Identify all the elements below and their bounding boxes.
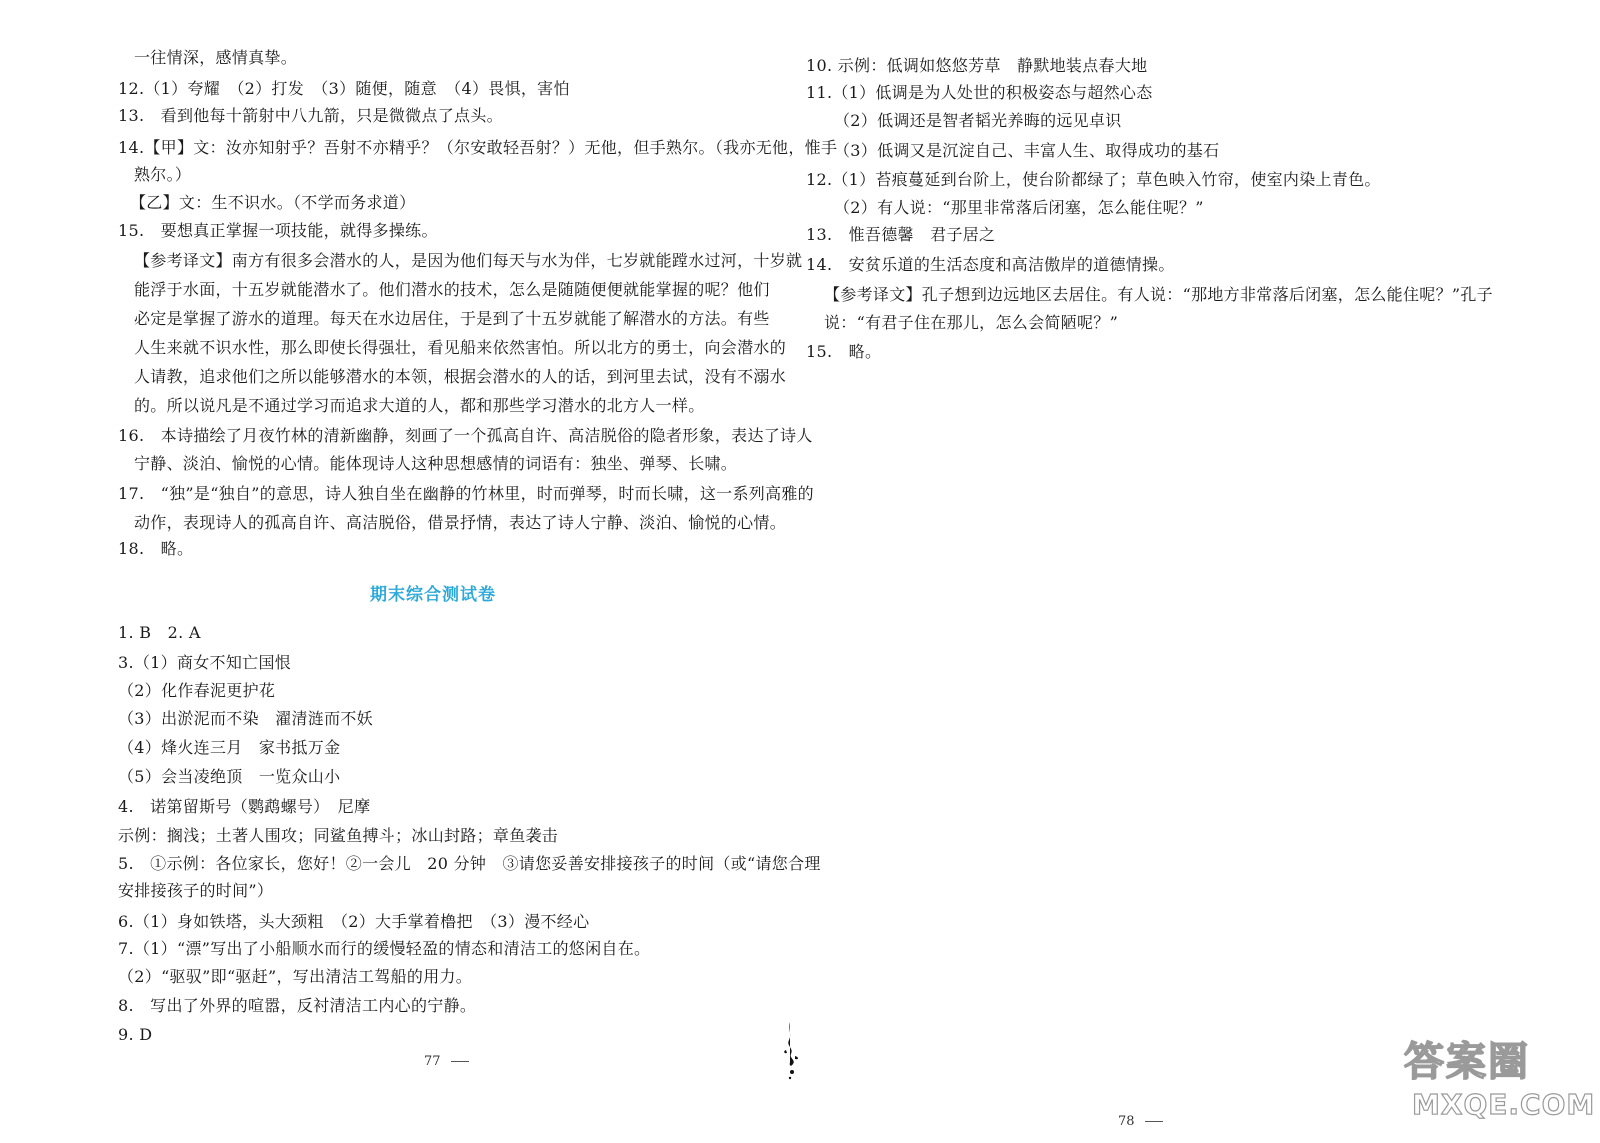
watermark-url: MXQE.COM — [1412, 1088, 1596, 1121]
answer-line: 13. 看到他每十箭射中八九箭，只是微微点了点头。 — [118, 106, 503, 125]
page-number: 78 — [1118, 1114, 1163, 1129]
answer-line: 18. 略。 — [118, 539, 194, 558]
watermark-title: 答案圈 — [1404, 1039, 1530, 1085]
answer-line: 宁静、淡泊、愉悦的心情。能体现诗人这种思想感情的词语有：独坐、弹琴、长啸。 — [134, 454, 738, 473]
answer-line: 3.（1）商女不知亡国恨 — [118, 653, 292, 672]
right-page — [800, 0, 1600, 1143]
answer-line: 一往情深，感情真挚。 — [134, 48, 298, 67]
answer-line: 15. 略。 — [806, 342, 882, 361]
translation-line: 【参考译文】南方有很多会潜水的人，是因为他们每天与水为伴，七岁就能蹚水过河，十岁就 — [134, 251, 803, 270]
answer-line: 8. 写出了外界的喧嚣，反衬清洁工内心的宁静。 — [118, 996, 477, 1015]
answer-line: 15. 要想真正掌握一项技能，就得多操练。 — [118, 221, 438, 240]
answer-line: 5. ①示例：各位家长，您好！②一会儿 20 分钟 ③请您妥善安排接孩子的时间（或“请您合理 — [118, 854, 821, 873]
answer-line: 【乙】文：生不识水。（不学而务求道） — [130, 193, 416, 212]
answer-line: 11.（1）低调是为人处世的积极姿态与超然心态 — [806, 83, 1153, 102]
answer-line: 10. 示例：低调如悠悠芳草 静默地装点春大地 — [806, 56, 1148, 75]
answer-line: （2）有人说：“那里非常落后闭塞，怎么能住呢？” — [834, 198, 1204, 217]
translation-line: 必定是掌握了游水的道理。每天在水边居住，于是到了十五岁就能了解潜水的方法。有些 — [134, 309, 770, 328]
answer-line: 6.（1）身如铁塔，头大颈粗 （2）大手掌着橹把 （3）漫不经心 — [118, 912, 590, 931]
translation-line: 的。所以说凡是不通过学习而追求大道的人，都和那些学习潜水的北方人一样。 — [134, 396, 705, 415]
answer-line: 12.（1）夸耀 （2）打发 （3）随便，随意 （4）畏惧，害怕 — [118, 79, 570, 98]
answer-line: 动作，表现诗人的孤高自许、高洁脱俗，借景抒情，表达了诗人宁静、淡泊、愉悦的心情。 — [134, 513, 787, 532]
translation-line: 【参考译文】孔子想到边远地区去居住。有人说：“那地方非常落后闭塞，怎么能住呢？”孔子 — [824, 285, 1493, 304]
page-number: 77 — [424, 1054, 469, 1069]
answer-line: （2）低调还是智者韬光养晦的远见卓识 — [834, 111, 1122, 130]
translation-line: 人生来就不识水性，那么即使长得强壮，看见船来依然害怕。所以北方的勇士，向会潜水的 — [134, 338, 787, 357]
answer-line: 9. D — [118, 1025, 153, 1044]
answer-line: （3）出淤泥而不染 濯清涟而不妖 — [118, 709, 373, 728]
answer-line: （5）会当凌绝顶 一览众山小 — [118, 767, 341, 786]
answer-line: 14. 安贫乐道的生活态度和高洁傲岸的道德情操。 — [806, 255, 1175, 274]
translation-line: 说：“有君子住在那儿，怎么会简陋呢？” — [824, 313, 1119, 332]
answer-line: （2）“驱驭”即“驱赶”，写出清洁工驾船的用力。 — [118, 967, 473, 986]
answer-line: 7.（1）“漂”写出了小船顺水而行的缓慢轻盈的情态和清洁工的悠闲自在。 — [118, 939, 651, 958]
answer-line: 4. 诺第留斯号（鹦鹉螺号） 尼摩 — [118, 797, 371, 816]
answer-line: 12.（1）苔痕蔓延到台阶上，使台阶都绿了；草色映入竹帘，使室内染上青色。 — [806, 170, 1381, 189]
translation-line: 人请教，追求他们之所以能够潜水的本领，根据会潜水的人的话，到河里去试，没有不溺水 — [134, 367, 787, 386]
answer-line: 1. B 2. A — [118, 623, 201, 642]
section-title: 期末综合测试卷 — [370, 585, 496, 605]
answer-line: （3）低调又是沉淀自己、丰富人生、取得成功的基石 — [834, 141, 1220, 160]
answer-line: 13. 惟吾德馨 君子居之 — [806, 225, 996, 244]
watermark-logo — [1404, 1030, 1594, 1135]
answer-line: 16. 本诗描绘了月夜竹林的清新幽静，刻画了一个孤高自许、高洁脱俗的隐者形象，表达了诗人 — [118, 426, 813, 445]
answer-line: 示例：搁浅；土著人围攻；同鲨鱼搏斗；冰山封路；章鱼袭击 — [118, 826, 559, 845]
answer-line: 熟尔。） — [134, 165, 192, 184]
answer-line: （2）化作春泥更护花 — [118, 681, 276, 700]
answer-line: 14.【甲】文：汝亦知射乎？吾射不亦精乎？（尔安敢轻吾射？）无他，但手熟尔。（我亦无他，惟手 — [118, 138, 838, 157]
translation-line: 能浮于水面，十五岁就能潜水了。他们潜水的技术，怎么是随随便便就能掌握的呢？他们 — [134, 280, 770, 299]
answer-line: 17. “独”是“独自”的意思，诗人独自坐在幽静的竹林里，时而弹琴，时而长啸，这一系列高雅的 — [118, 484, 814, 503]
answer-line: 安排接孩子的时间”） — [118, 881, 274, 900]
answer-line: （4）烽火连三月 家书抵万金 — [118, 738, 341, 757]
ink-blot-icon — [780, 1020, 804, 1080]
